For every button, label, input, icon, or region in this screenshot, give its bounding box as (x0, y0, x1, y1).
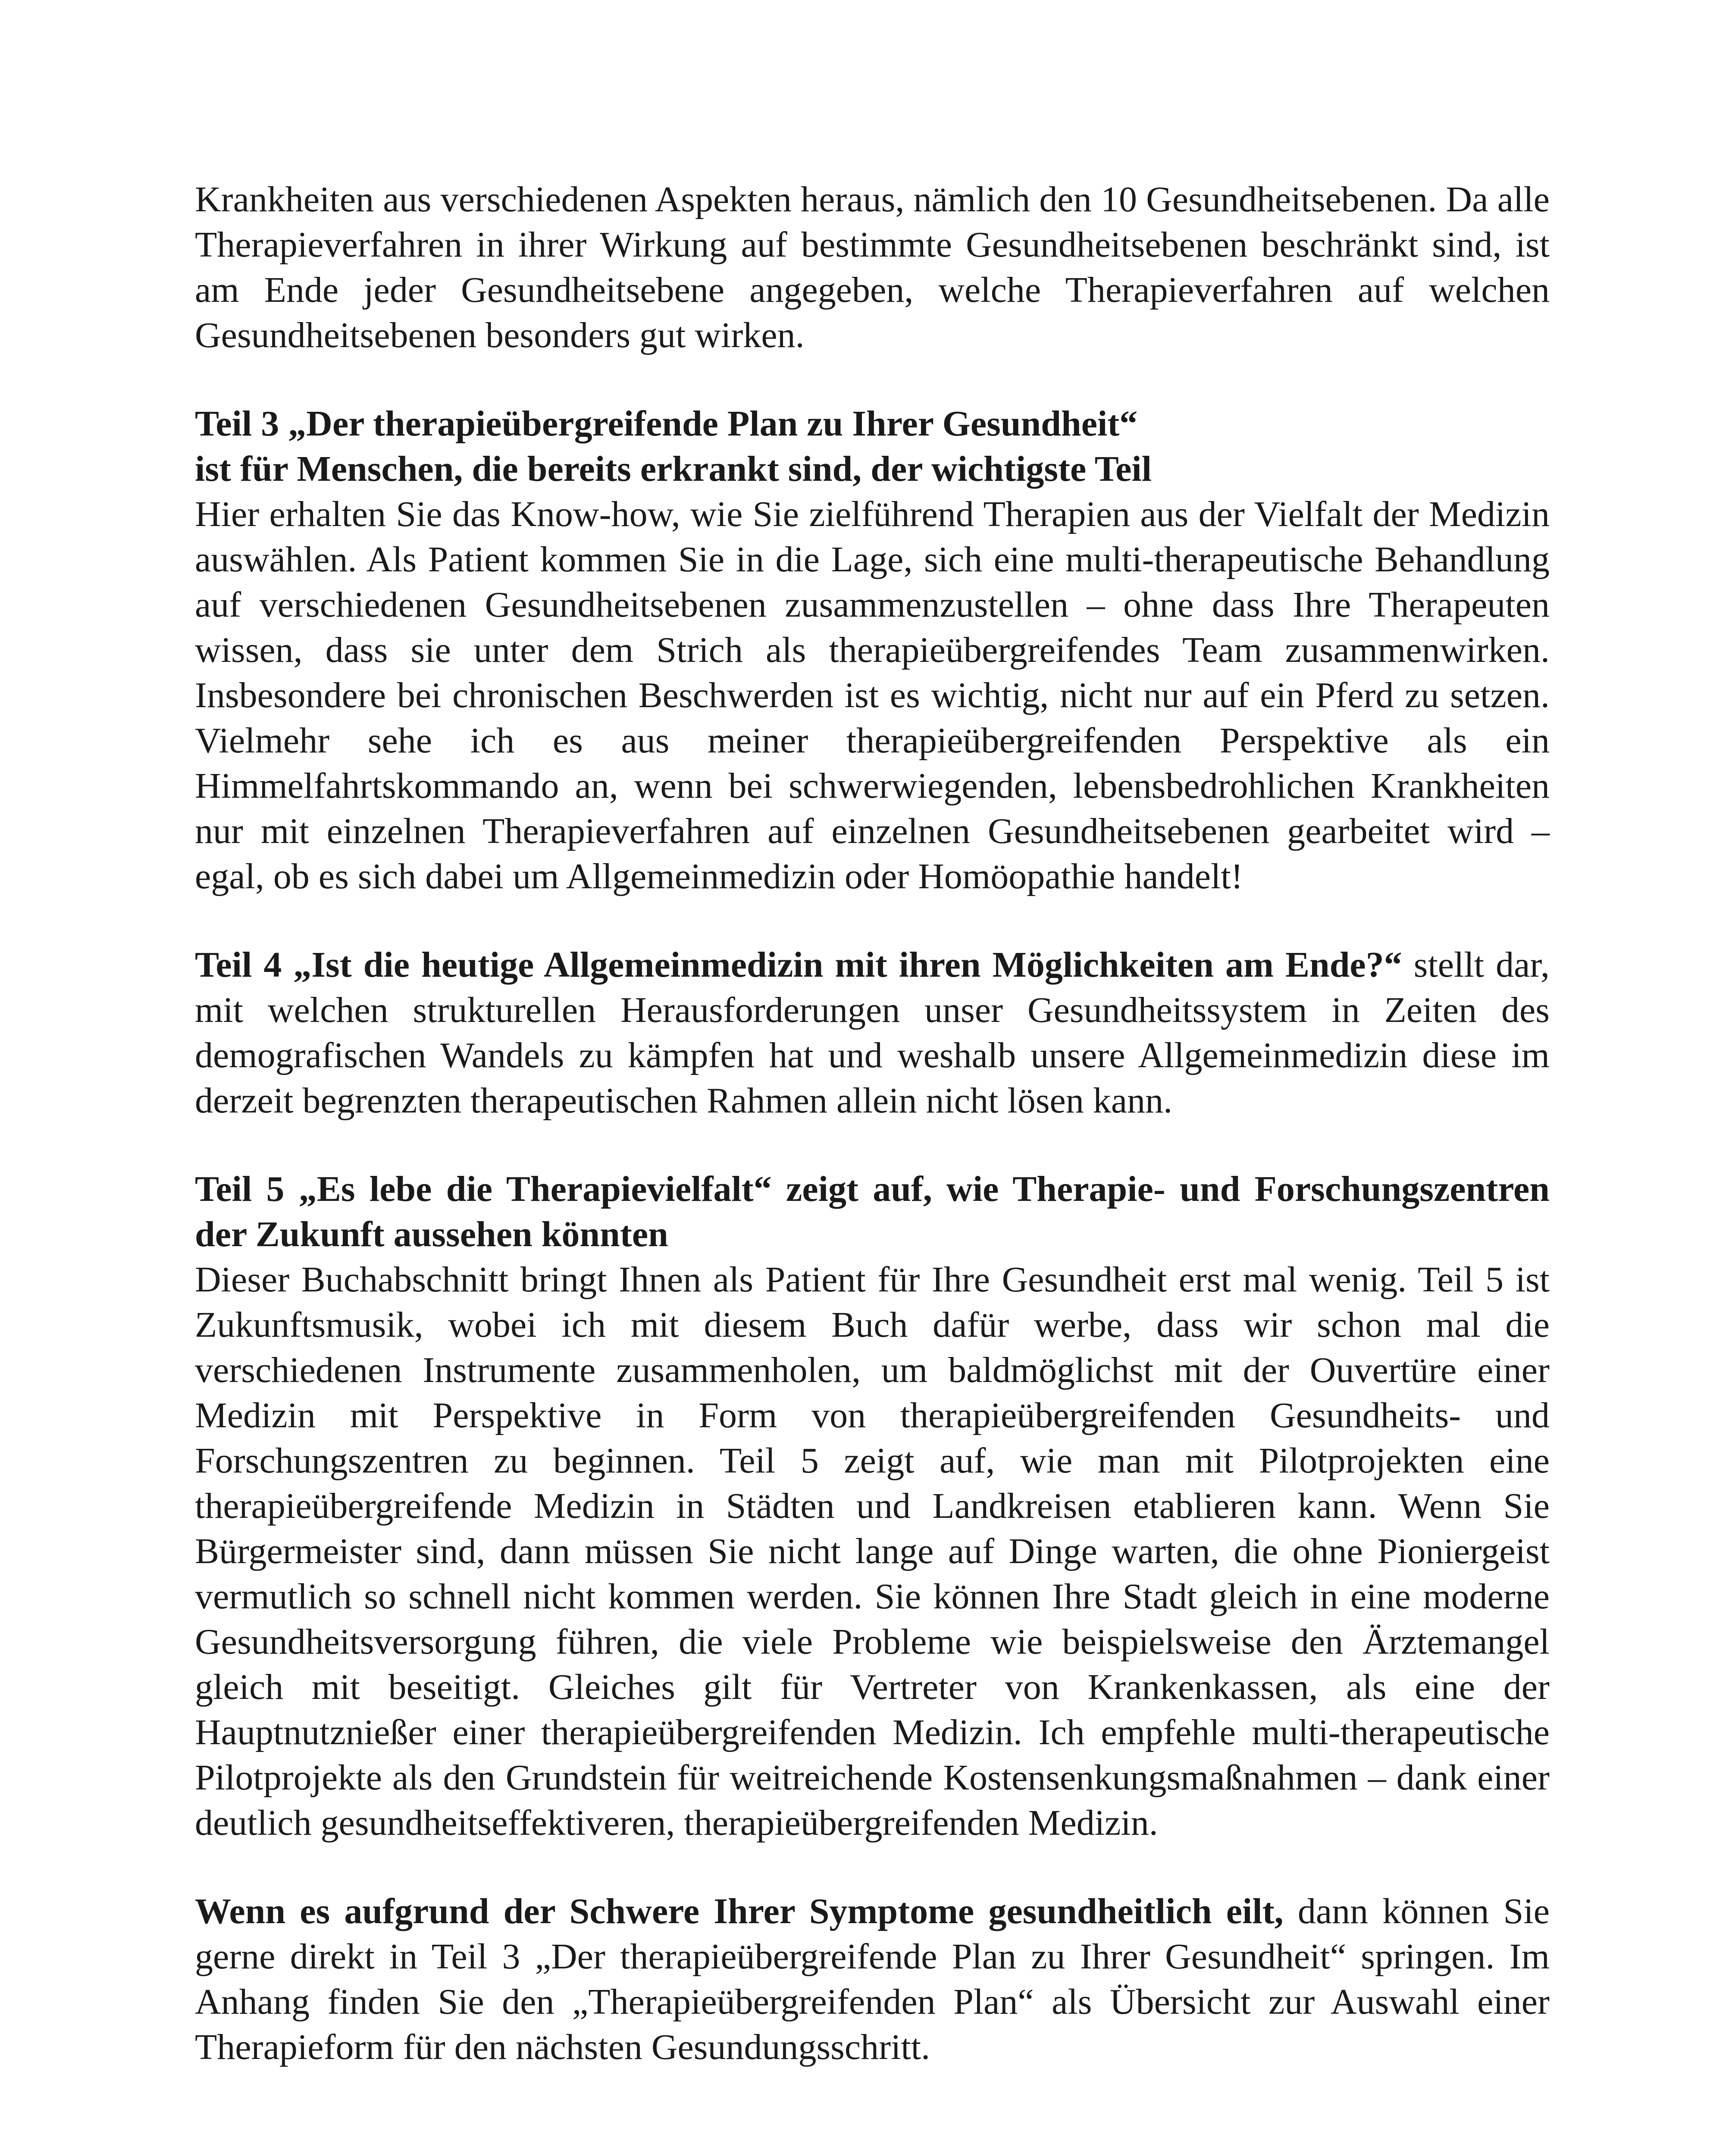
closing-text: dann können Sie gerne direkt in Teil 3 „Der therapieübergreifende Plan zu Ihrer Gesundheit“ springen. Im Anhang finden Sie den „Therapieübergreifenden Plan“ als Übersicht zur Auswahl einer Therapieform für den nächsten Gesundungsschritt. (195, 1891, 1550, 2067)
intro-paragraph: Krankheiten aus verschiedenen Aspekten heraus, nämlich den 10 Gesundheitsebenen. Da alle Therapieverfahren in ihrer Wirkung auf bestimmte Gesundheitsebenen beschränkt sind, ist am Ende jeder Gesundheitsebene angegeben, welche Therapieverfahren auf welchen Gesundheitsebenen besonders gut wirken. (195, 179, 1550, 355)
teil5-section (195, 1166, 1550, 1846)
teil3-paragraph: Hier erhalten Sie das Know-how, wie Sie zielführend Therapien aus der Vielfalt der Medizin auswählen. Als Patient kommen Sie in die Lage, sich eine multi-therapeutische Behandlung auf verschiedenen Gesundheitsebenen zusammenzustellen – ohne dass Ihre Therapeuten wissen, dass sie unter dem Strich als therapieübergreifendes Team zusammenwirken. Insbesondere bei chronischen Beschwerden ist es wichtig, nicht nur auf ein Pferd zu setzen. Vielmehr sehe ich es aus meiner therapieübergreifenden Perspektive als ein Himmelfahrtskommando an, wenn bei schwerwiegenden, lebensbedrohlichen Krankheiten nur mit einzelnen Therapieverfahren auf einzelnen Gesundheitsebenen gearbeitet wird – egal, ob es sich dabei um Allgemeinmedizin oder Homöopathie handelt! (195, 494, 1550, 896)
teil4-heading: Teil 4 „Ist die heutige Allgemeinmedizin mit ihren Möglichkeiten am Ende?“ (195, 945, 1402, 985)
closing-section (195, 1889, 1550, 2070)
closing-heading: Wenn es aufgrund der Schwere Ihrer Symptome gesundheitlich eilt, (195, 1891, 1284, 1931)
teil5-heading: Teil 5 „Es lebe die Therapievielfalt“ zeigt auf, wie Therapie- und Forschungszentren der Zukunft aussehen könnten (195, 1169, 1550, 1254)
closing-paragraph (195, 1889, 1550, 2070)
page-body (195, 177, 1550, 2070)
teil4-text: stellt dar, mit welchen strukturellen Herausforderungen unser Gesundheitssystem in Zeiten des demografischen Wandels zu kämpfen hat und weshalb unsere Allgemeinmedizin diese im derzeit begrenzten therapeutischen Rahmen allein nicht lösen kann. (195, 945, 1550, 1121)
teil4-section (195, 942, 1550, 1123)
teil3-section (195, 401, 1550, 899)
teil5-paragraph: Dieser Buchabschnitt bringt Ihnen als Patient für Ihre Gesundheit erst mal wenig. Teil 5 ist Zukunftsmusik, wobei ich mit diesem Buch dafür werbe, dass wir schon mal die verschiedenen Instrumente zusammenholen, um baldmöglichst mit der Ouvertüre einer Medizin mit Perspektive in Form von therapieübergreifenden Gesundheits- und Forschungszentren zu beginnen. Teil 5 zeigt auf, wie man mit Pilotprojekten eine therapieübergreifende Medizin in Städten und Landkreisen etablieren kann. Wenn Sie Bürgermeister sind, dann müssen Sie nicht lange auf Dinge warten, die ohne Pioniergeist vermutlich so schnell nicht kommen werden. Sie können Ihre Stadt gleich in eine moderne Gesundheitsversorgung führen, die viele Probleme wie beispielsweise den Ärztemangel gleich mit beseitigt. Gleiches gilt für Vertreter von Krankenkassen, als eine der Hauptnutznießer einer therapieübergreifenden Medizin. Ich empfehle multi-therapeutische Pilotprojekte als den Grundstein für weitreichende Kostensenkungsmaßnahmen – dank einer deutlich gesundheitseffektiveren, therapieübergreifenden Medizin. (195, 1260, 1550, 1843)
teil3-heading-line2: ist für Menschen, die bereits erkrankt sind, der wichtigste Teil (195, 449, 1152, 489)
teil3-heading (195, 401, 1550, 492)
teil3-heading-line1: Teil 3 „Der therapieübergreifende Plan zu Ihrer Gesundheit“ (195, 404, 1138, 444)
teil4-paragraph (195, 942, 1550, 1123)
